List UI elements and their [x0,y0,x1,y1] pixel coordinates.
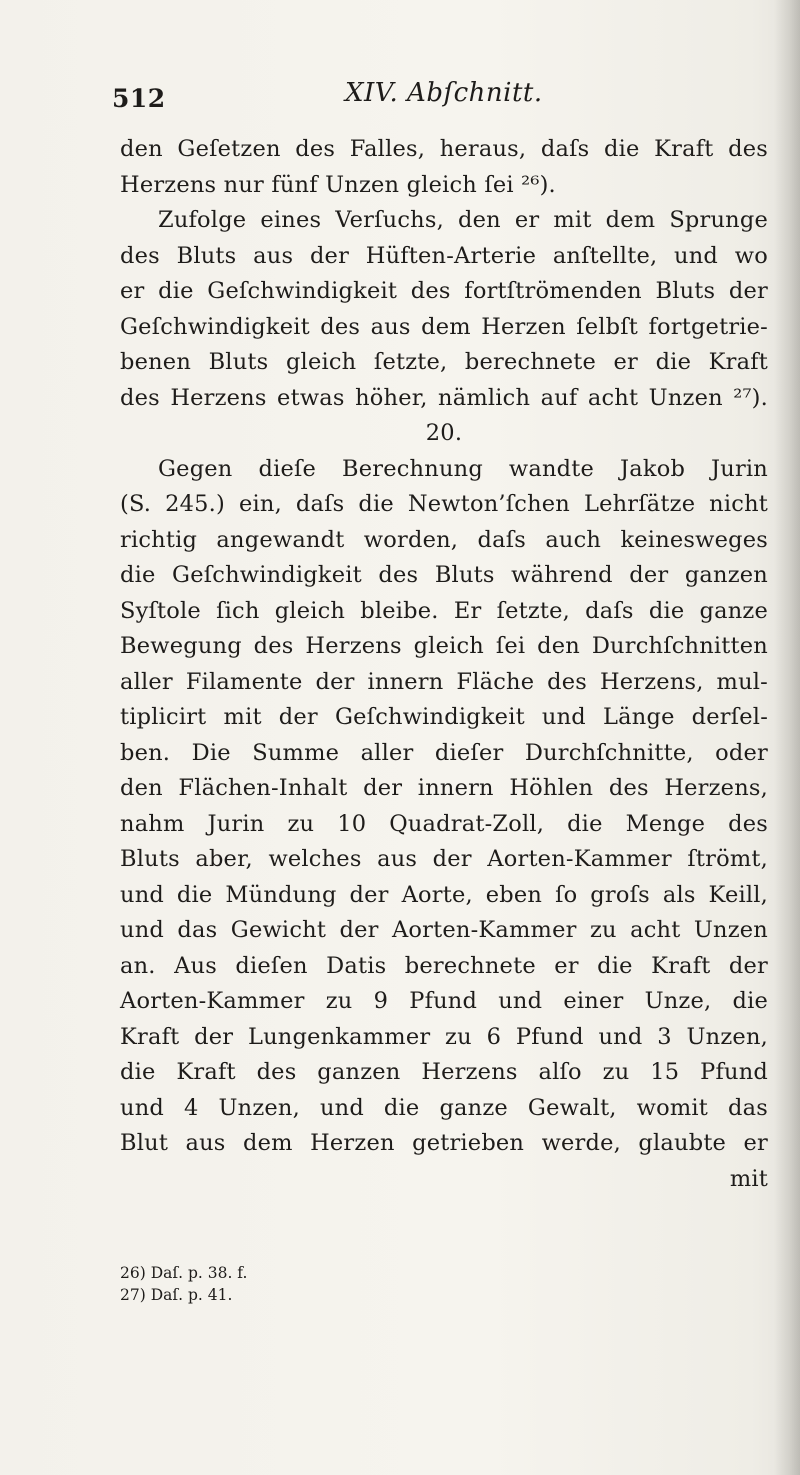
text-line: und die Mündung der Aorte, eben ſo groſs als Keill, [120,881,768,908]
text-line: aller Filamente der innern Fläche des Herzens, mul- [120,668,768,695]
text-line: er die Geſchwindigkeit des fortſtrömenden Bluts der [120,278,768,304]
text-line: Geſchwindigkeit des aus dem Herzen ſelbſt fortgetrie- [120,313,768,340]
catchword: mit [729,1165,768,1192]
text-line: Bluts aber, welches aus der Aorten-Kammer ſtrömt, [120,846,768,872]
text-line: Aorten-Kammer zu 9 Pfund und einer Unze, die [120,988,768,1014]
text-line: richtig angewandt worden, daſs auch keinesweges [120,526,768,553]
text-line: des Herzens etwas höher, nämlich auf acht Unzen ²⁷). [120,384,768,411]
text-line: tiplicirt mit der Geſchwindigkeit und Länge derſel- [120,704,768,730]
text-line: Kraft der Lungenkammer zu 6 Pfund und 3 Unzen, [120,1023,768,1050]
body-text [120,132,768,1197]
text-line: den Flächen-Inhalt der innern Höhlen des Herzens, [120,775,768,801]
text-line: Gegen dieſe Berechnung wandte Jakob Jurin [158,455,768,482]
text-line: (S. 245.) ein, daſs die Newton’ſchen Lehrſätze nicht [120,491,768,517]
footnote: 26) Daſ. p. 38. f. [120,1264,248,1282]
text-line: die Geſchwindigkeit des Bluts während der ganzen [120,562,768,588]
text-line: den Geſetzen des Falles, heraus, daſs die Kraft des [120,136,768,162]
text-line: Syſtole ſich gleich bleibe. Er ſetzte, daſs die ganze [120,597,768,624]
footnotes [120,1262,247,1306]
text-line: des Bluts aus der Hüften-Arterie anſtellte, und wo [120,242,768,269]
page-number: 512 [112,84,166,113]
text-line: die Kraft des ganzen Herzens alſo zu 15 Pfund [120,1059,768,1085]
text-line: Zufolge eines Verſuchs, den er mit dem Sprunge [158,207,768,233]
text-line: und 4 Unzen, und die ganze Gewalt, womit das [120,1094,768,1121]
text-line: ben. Die Summe aller dieſer Durchſchnitte, oder [120,739,768,766]
page-header [112,78,712,118]
page-edge-shadow [774,0,800,1475]
text-line: Herzens nur fünf Unzen gleich ſei ²⁶). [120,171,556,198]
text-line: Blut aus dem Herzen getrieben werde, glaubte er [120,1130,768,1156]
section-number: 20. [425,420,463,446]
text-line: benen Bluts gleich ſetzte, berechnete er die Kraft [120,349,768,375]
running-head: XIV. Abſchnitt. [345,78,543,108]
text-line: und das Gewicht der Aorten-Kammer zu acht Unzen [120,917,768,943]
text-line: Bewegung des Herzens gleich ſei den Durchſchnitten [120,633,768,659]
text-line: an. Aus dieſen Datis berechnete er die Kraft der [120,952,768,979]
footnote: 27) Daſ. p. 41. [120,1286,233,1304]
text-line: nahm Jurin zu 10 Quadrat-Zoll, die Menge des [120,810,768,837]
